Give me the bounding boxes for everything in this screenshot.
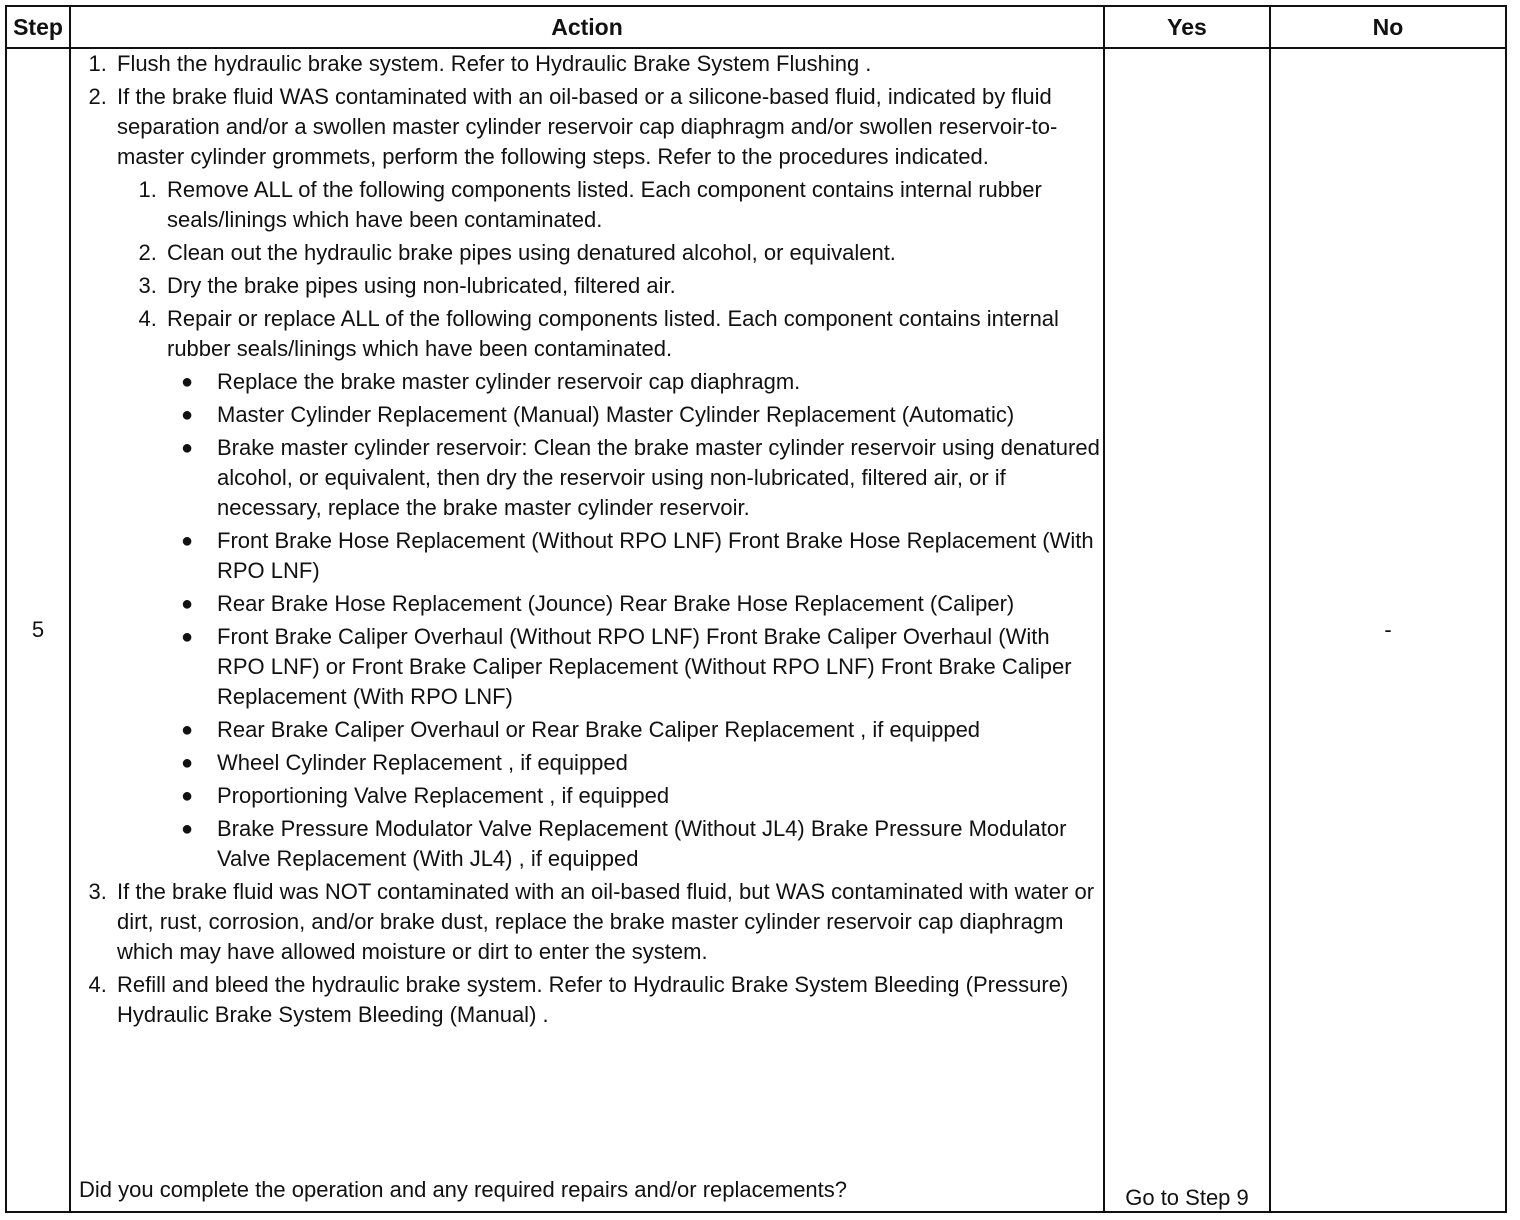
bullet-item: ● Master Cylinder Replacement (Manual) Master Cylinder Replacement (Automatic) xyxy=(213,400,1103,430)
list-item: 1. Remove ALL of the following components listed. Each component contains internal rubber seals/linings which have been contaminated. xyxy=(163,175,1103,235)
yes-result: Go to Step 9 xyxy=(1104,48,1270,1212)
header-action: Action xyxy=(70,6,1104,48)
step-number: 5 xyxy=(6,48,70,1212)
list-item: 3. If the brake fluid was NOT contaminated with an oil-based fluid, but WAS contaminated with water or dirt, rust, corrosion, and/or brake dust, replace the brake master cylinder reservoir cap diaphragm which may have allowed moisture or dirt to enter the system. xyxy=(113,877,1103,967)
sub-list xyxy=(117,175,1103,874)
list-item: 2. Clean out the hydraulic brake pipes using denatured alcohol, or equivalent. xyxy=(163,238,1103,268)
list-item: 3. Dry the brake pipes using non-lubricated, filtered air. xyxy=(163,271,1103,301)
list-item: 1. Flush the hydraulic brake system. Refer to Hydraulic Brake System Flushing . xyxy=(113,49,1103,79)
question-text: Did you complete the operation and any required repairs and/or replacements? xyxy=(79,1177,848,1202)
bullet-item: ● Proportioning Valve Replacement , if equipped xyxy=(213,781,1103,811)
bullet-item: ● Brake master cylinder reservoir: Clean the brake master cylinder reservoir using denatured alcohol, or equivalent, then dry the reservoir using non-lubricated, filtered air, or if necessary, replace the brake master cylinder reservoir. xyxy=(213,433,1103,523)
bullet-item: ● Rear Brake Caliper Overhaul or Rear Brake Caliper Replacement , if equipped xyxy=(213,715,1103,745)
action-cell xyxy=(70,48,1104,1212)
header-no: No xyxy=(1270,6,1506,48)
no-result: - xyxy=(1270,48,1506,1212)
step-row xyxy=(6,48,1506,1212)
header-yes: Yes xyxy=(1104,6,1270,48)
procedure-table xyxy=(5,5,1507,1213)
list-item: 4. Refill and bleed the hydraulic brake system. Refer to Hydraulic Brake System Bleeding (Pressure) Hydraulic Brake System Bleeding (Manual) . xyxy=(113,970,1103,1030)
bullet-item: ● Brake Pressure Modulator Valve Replacement (Without JL4) Brake Pressure Modulator Valve Replacement (With JL4) , if equipped xyxy=(213,814,1103,874)
list-item: 2. If the brake fluid WAS contaminated with an oil-based or a silicone-based fluid, indicated by fluid separation and/or a swollen master cylinder reservoir cap diaphragm and/or swollen reservoir-to-master cylinder grommets, perform the following steps. Refer to the procedures indicated. 1. Remove ALL of the following components listed. Each component contains internal rubber seals/linings which have been contaminated. 2. Clean out the hydraulic brake pipes using denatured alcohol, or equivalent. 3. Dry the brake pipes using non-lubricated, filtered air. 4. Repair or replace ALL of the following components listed. Each component contains internal rubber seals/linings which have been contaminated. ● Replace the brake master cylinder reservoir cap diaphragm. ● Master Cylinder Replacement (Manual) Master Cylinder Replacement (Automatic) ● Brake master cylinder reservoir: Clean the brake master cylinder reservoir using denatured alcohol, or equivalent, then dry the reservoir using non-lubricated, filtered air, or if necessary, replace the brake master cylinder reservoir. ● Front Brake Hose Replacement (Without RPO LNF) Front Brake Hose Replacement (With RPO LNF) ● Rear Brake Hose Replacement (Jounce) Rear Brake Hose Replacement (Caliper) ● Front Brake Caliper Overhaul (Without RPO LNF) Front Brake Caliper Overhaul (With RPO LNF) or Front Brake Caliper Replacement (Without RPO LNF) Front Brake Caliper Replacement (With RPO LNF) ● Rear Brake Caliper Overhaul or Rear Brake Caliper Replacement , if equipped ● Wheel Cylinder Replacement , if equipped ● Proportioning Valve Replacement , if equipped ● Brake Pressure Modulator Valve Replacement (Without JL4) Brake Pressure Modulator Valve Replacement (With JL4) , if equipped xyxy=(113,82,1103,874)
action-list xyxy=(71,49,1103,1030)
header-row xyxy=(6,6,1506,48)
bullet-item: ● Replace the brake master cylinder reservoir cap diaphragm. xyxy=(213,367,1103,397)
bullet-item: ● Wheel Cylinder Replacement , if equipped xyxy=(213,748,1103,778)
bullet-list xyxy=(167,367,1103,874)
list-item: 4. Repair or replace ALL of the following components listed. Each component contains internal rubber seals/linings which have been contaminated. ● Replace the brake master cylinder reservoir cap diaphragm. ● Master Cylinder Replacement (Manual) Master Cylinder Replacement (Automatic) ● Brake master cylinder reservoir: Clean the brake master cylinder reservoir using denatured alcohol, or equivalent, then dry the reservoir using non-lubricated, filtered air, or if necessary, replace the brake master cylinder reservoir. ● Front Brake Hose Replacement (Without RPO LNF) Front Brake Hose Replacement (With RPO LNF) ● Rear Brake Hose Replacement (Jounce) Rear Brake Hose Replacement (Caliper) ● Front Brake Caliper Overhaul (Without RPO LNF) Front Brake Caliper Overhaul (With RPO LNF) or Front Brake Caliper Replacement (Without RPO LNF) Front Brake Caliper Replacement (With RPO LNF) ● Rear Brake Caliper Overhaul or Rear Brake Caliper Replacement , if equipped ● Wheel Cylinder Replacement , if equipped ● Proportioning Valve Replacement , if equipped ● Brake Pressure Modulator Valve Replacement (Without JL4) Brake Pressure Modulator Valve Replacement (With JL4) , if equipped xyxy=(163,304,1103,874)
header-step: Step xyxy=(6,6,70,48)
bullet-item: ● Front Brake Hose Replacement (Without RPO LNF) Front Brake Hose Replacement (With RPO LNF) xyxy=(213,526,1103,586)
bullet-item: ● Front Brake Caliper Overhaul (Without RPO LNF) Front Brake Caliper Overhaul (With RPO LNF) or Front Brake Caliper Replacement (Without RPO LNF) Front Brake Caliper Replacement (With RPO LNF) xyxy=(213,622,1103,712)
bullet-item: ● Rear Brake Hose Replacement (Jounce) Rear Brake Hose Replacement (Caliper) xyxy=(213,589,1103,619)
